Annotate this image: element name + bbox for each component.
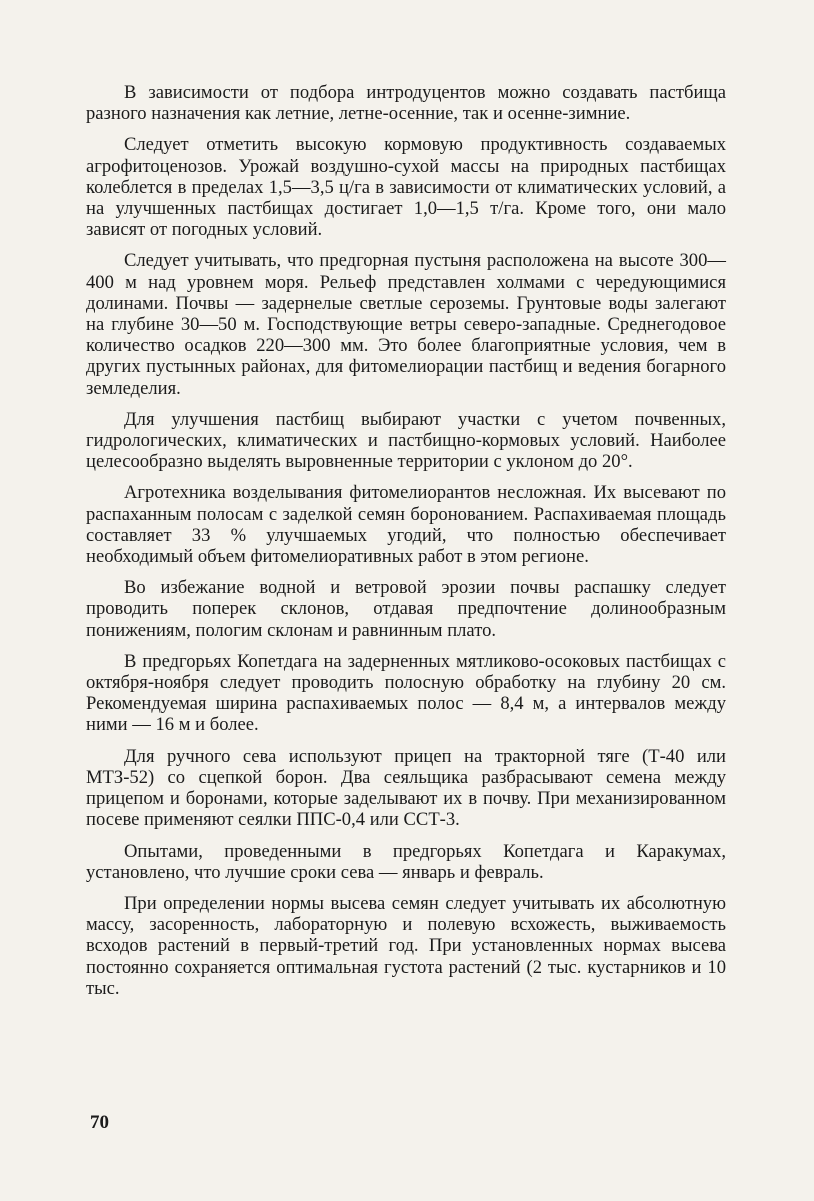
paragraph-6: Во избежание водной и ветровой эрозии почвы распашку следует проводить поперек склонов, отдавая предпочтение долинообразным понижениям, пологим склонам и равнинным плато. <box>86 577 726 641</box>
paragraph-8: Для ручного сева используют прицеп на тракторной тяге (Т-40 или МТЗ-52) со сцепкой борон. Два сеяльщика разбрасывают семена между прицепом и боронами, которые заделывают их в почву. При механизированном посеве применяют сеялки ППС-0,4 или ССТ-3. <box>86 745 726 831</box>
paragraph-9: Опытами, проведенными в предгорьях Копетдага и Каракумах, установлено, что лучшие сроки сева — январь и февраль. <box>86 840 726 883</box>
paragraph-2: Следует отметить высокую кормовую продуктивность создаваемых агрофитоценозов. Урожай воздушно-сухой массы на природных пастбищах колеблется в пределах 1,5—3,5 ц/га в зависимости от климатических условий, а на улучшенных пастбищах достигает 1,0—1,5 т/га. Кроме того, они мало зависят от погодных условий. <box>86 134 726 241</box>
page-body <box>86 82 726 1009</box>
paragraph-3: Следует учитывать, что предгорная пустыня расположена на высоте 300—400 м над уровнем моря. Рельеф представлен холмами с чередующимися долинами. Почвы — задернелые светлые сероземы. Грунтовые воды залегают на глубине 30—50 м. Господствующие ветры северо-западные. Среднегодовое количество осадков 220—300 мм. Это более благоприятные условия, чем в других пустынных районах, для фитомелиорации пастбищ и ведения богарного земледелия. <box>86 250 726 399</box>
page-number: 70 <box>90 1112 109 1133</box>
paragraph-10: При определении нормы высева семян следует учитывать их абсолютную массу, засоренность, лабораторную и полевую всхожесть, выживаемость всходов растений в первый-третий год. При установленных нормах высева постоянно сохраняется оптимальная густота растений (2 тыс. кустарников и 10 тыс. <box>86 892 726 999</box>
paragraph-1: В зависимости от подбора интродуцентов можно создавать пастбища разного назначения как летние, летне-осенние, так и осенне-зимние. <box>86 82 726 125</box>
paragraph-7: В предгорьях Копетдага на задерненных мятликово-осоковых пастбищах с октября-ноября следует проводить полосную обработку на глубину 20 см. Рекомендуемая ширина распахиваемых полос — 8,4 м, а интервалов между ними — 16 м и более. <box>86 650 726 736</box>
paragraph-4: Для улучшения пастбищ выбирают участки с учетом почвенных, гидрологических, климатических и пастбищно-кормовых условий. Наиболее целесообразно выделять выровненные территории с уклоном до 20°. <box>86 408 726 473</box>
paragraph-5: Агротехника возделывания фитомелиорантов несложная. Их высевают по распаханным полосам с заделкой семян боронованием. Распахиваемая площадь составляет 33 % улучшаемых угодий, что полностью обеспечивает необходимый объем фитомелиоративных работ в этом регионе. <box>86 482 726 568</box>
